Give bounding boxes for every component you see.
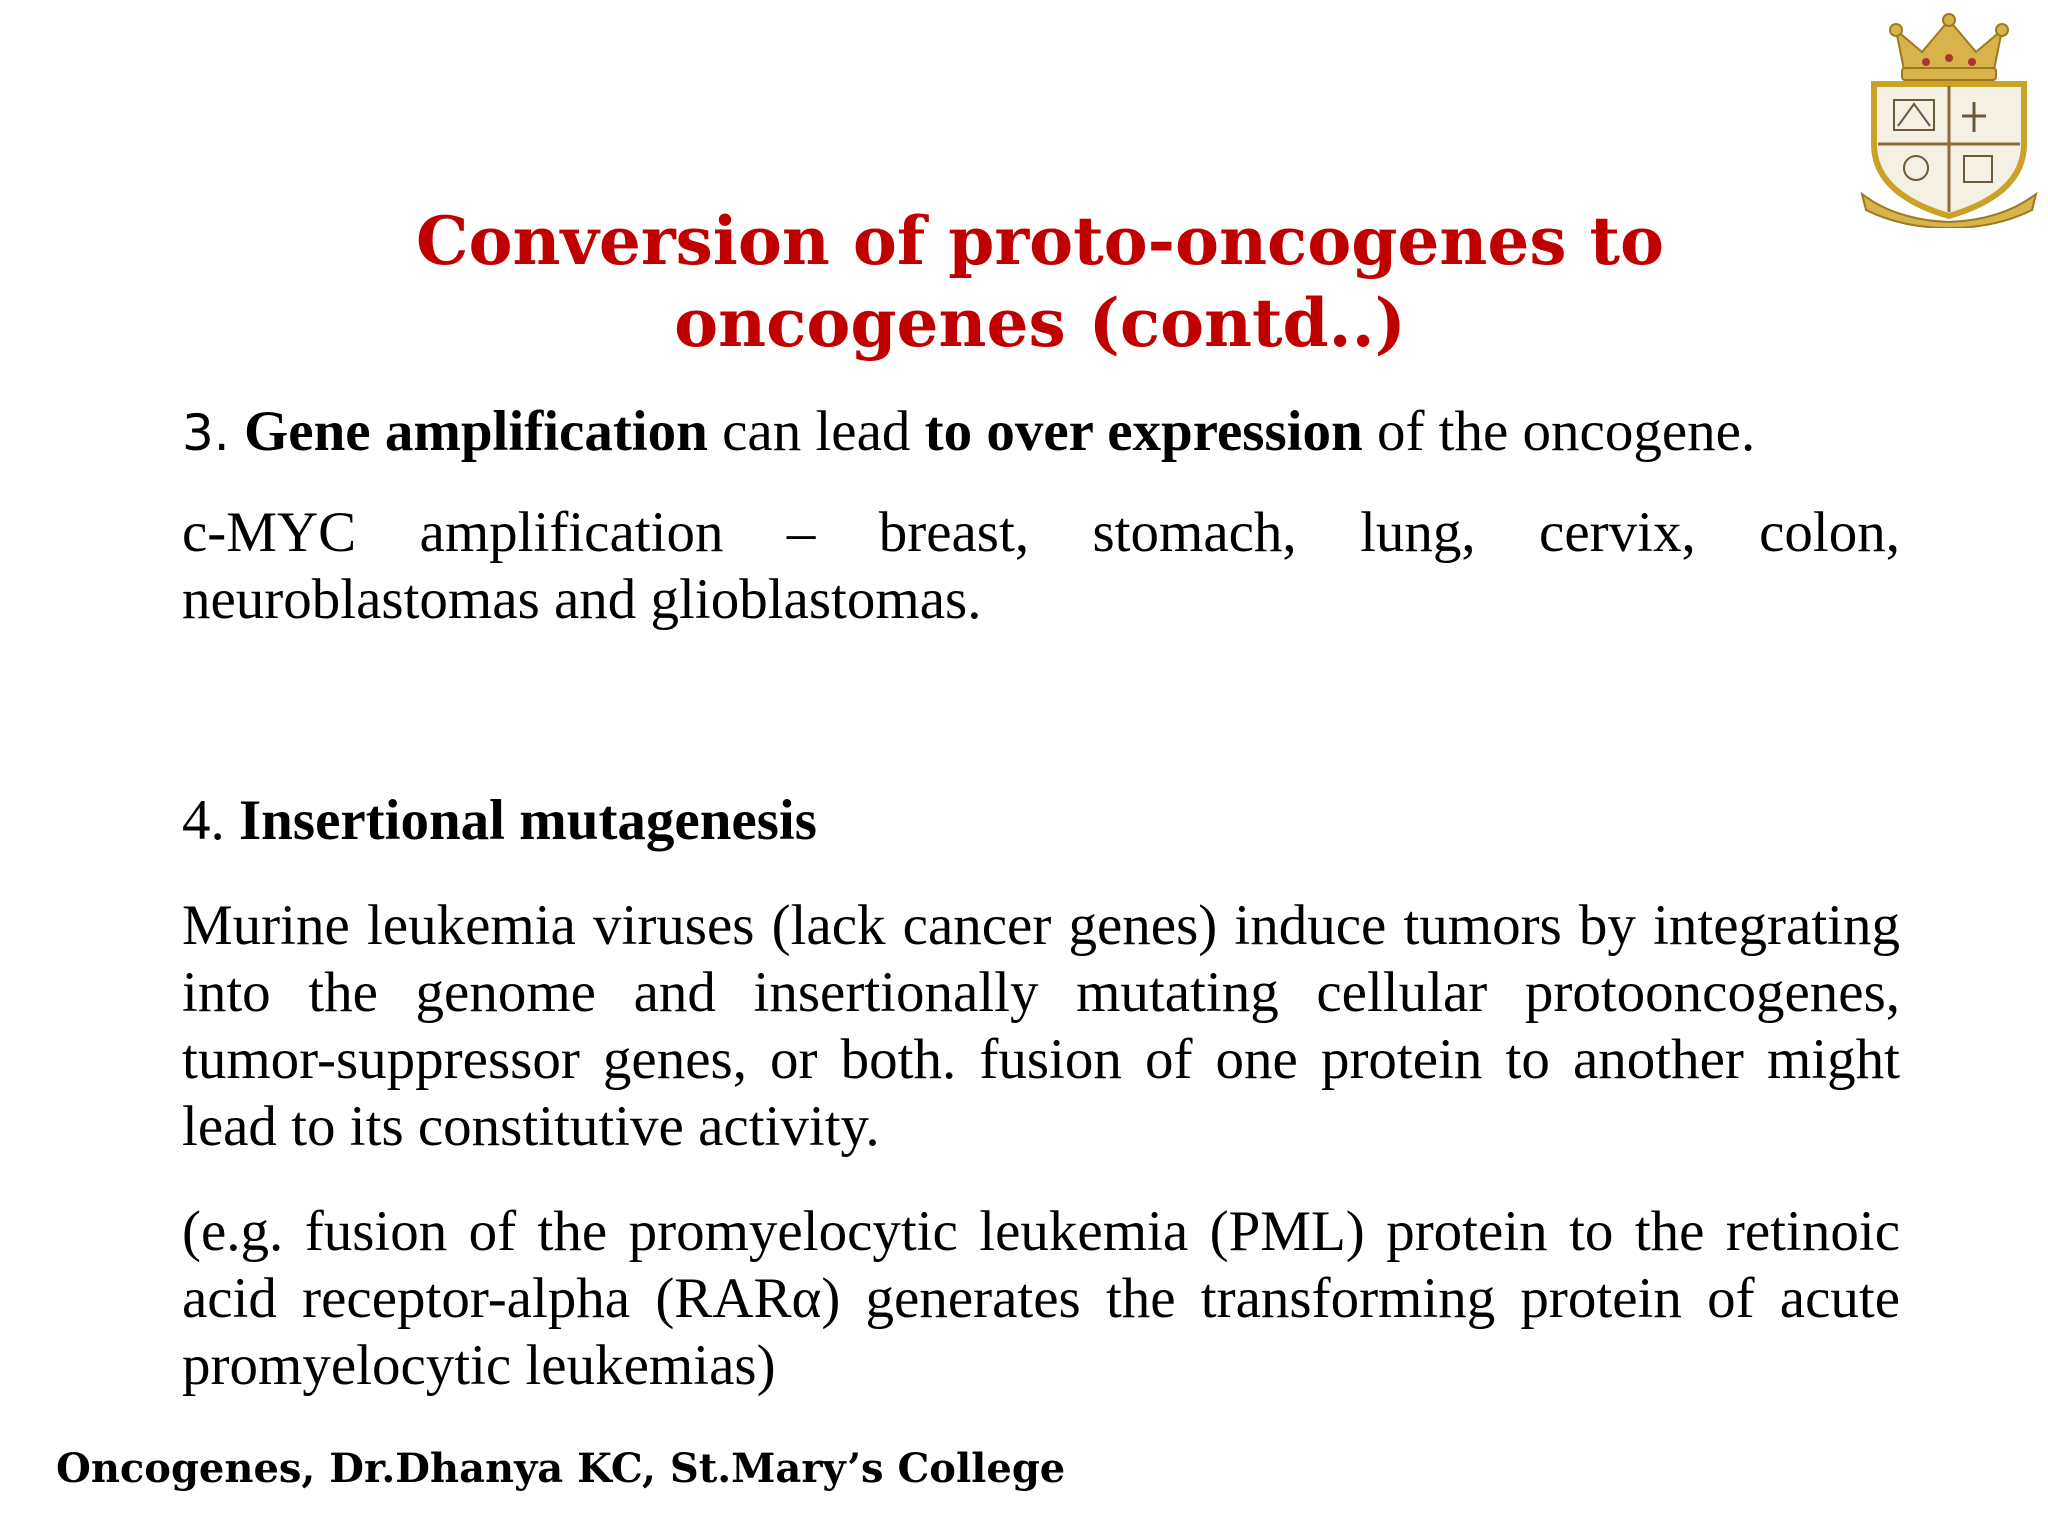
section-4-number: 4. xyxy=(182,789,225,852)
slide-body xyxy=(182,398,1900,1399)
footer-credit: Oncogenes, Dr.Dhanya KC, St.Mary’s College xyxy=(56,1445,1066,1492)
section-4-example: (e.g. fusion of the promyelocytic leukemia (PML) protein to the retinoic acid receptor-alpha (RARα) generates the transforming protein of acute promyelocytic leukemias) xyxy=(182,1200,1900,1397)
slide-title xyxy=(300,200,1780,364)
section-4-paragraph: Murine leukemia viruses (lack cancer genes) induce tumors by integrating into the genome and insertionally mutating cellular protooncogenes, tumor-suppressor genes, or both. fusion of one protein to another might lead to its constitutive activity. xyxy=(182,894,1900,1158)
section-3-text-1: can lead xyxy=(722,400,911,463)
section-3-number: 3. xyxy=(182,404,230,462)
section-3-term-over-expression: to over expression xyxy=(924,400,1363,463)
section-3-text-2: of the oncogene. xyxy=(1376,400,1756,463)
section-4-heading-text: Insertional mutagenesis xyxy=(239,789,817,852)
section-3-statement xyxy=(182,398,1900,467)
section-3-example: c-MYC amplification – breast, stomach, lung, cervix, colon, neuroblastomas and glioblastomas. xyxy=(182,501,1900,631)
title-line-2: oncogenes (contd..) xyxy=(674,284,1406,362)
section-3-term-gene-amplification: Gene amplification xyxy=(243,400,708,463)
college-crest-icon xyxy=(1856,12,2042,228)
title-line-1: Conversion of proto-oncogenes to xyxy=(415,202,1665,280)
section-4-heading xyxy=(182,787,1900,854)
